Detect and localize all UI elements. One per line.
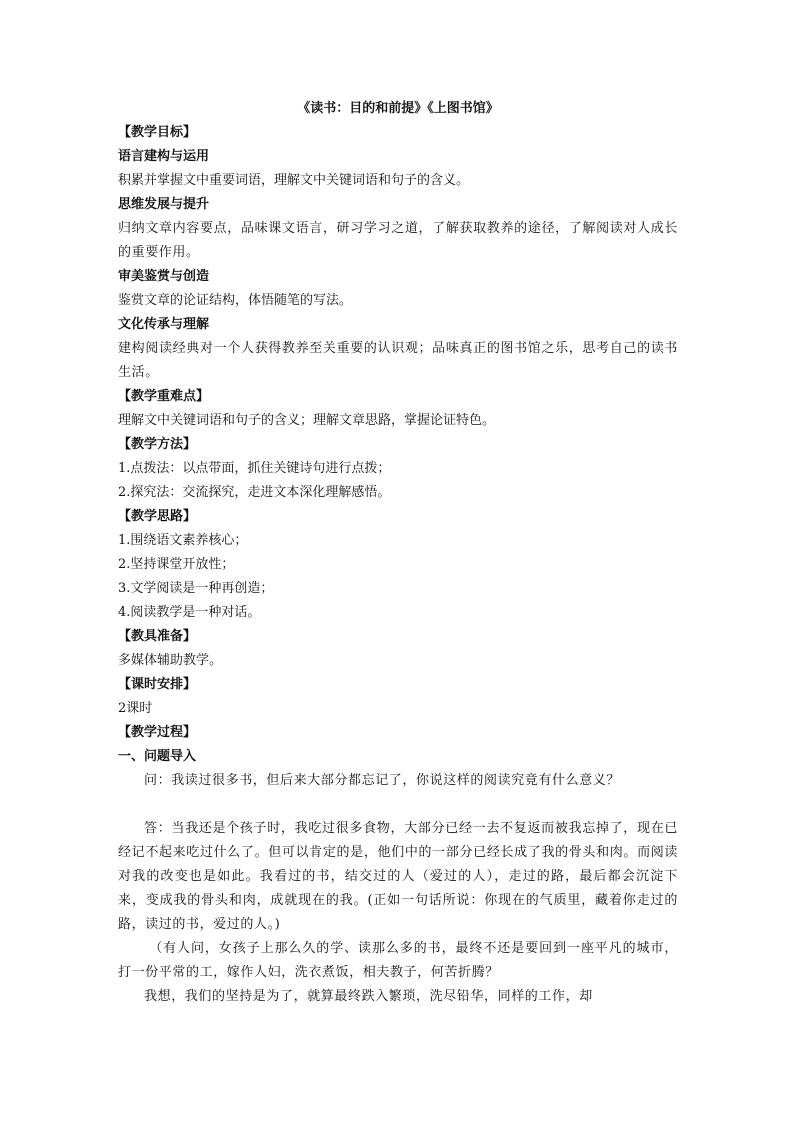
document-title: 《读书：目的和前提》《上图书馆》 <box>297 101 499 116</box>
schedule-text: 2课时 <box>118 701 153 716</box>
tools-text: 多媒体辅助教学。 <box>118 653 223 668</box>
tools-heading: 【教具准备】 <box>118 629 197 644</box>
key-points-text: 理解文中关键词语和句子的含义；理解文章思路，掌握论证特色。 <box>118 413 496 428</box>
idea-item: 2.坚持课堂开放性； <box>118 557 235 572</box>
objective-1-subheading: 语言建构与运用 <box>118 149 210 164</box>
methods-heading: 【教学方法】 <box>118 437 197 452</box>
idea-item: 1.围绕语文素养核心； <box>118 533 248 548</box>
document-page <box>118 97 678 1009</box>
idea-item: 3.文学阅读是一种再创造； <box>118 581 274 596</box>
method-item: 1.点拨法：以点带面，抓住关键诗句进行点拨； <box>118 461 391 476</box>
process-paragraph: （有人问，女孩子上那么久的学、读那么多的书，最终不还是要回到一座平凡的城市，打一份平常的工，嫁作人妇，洗衣煮饭，相夫教子，何苦折腾？ <box>118 941 678 980</box>
key-points-heading: 【教学重难点】 <box>118 389 210 404</box>
objective-4-text: 建构阅读经典对一个人获得教养至关重要的认识观；品味真正的图书馆之乐，思考自己的读书生活。 <box>118 341 678 380</box>
process-heading: 【教学过程】 <box>118 725 197 740</box>
objective-3-subheading: 审美鉴赏与创造 <box>118 269 210 284</box>
section-1-heading: 一、问题导入 <box>118 749 197 764</box>
process-paragraph: 问：我读过很多书，但后来大部分都忘记了，你说这样的阅读究竟有什么意义？ <box>144 773 621 788</box>
objective-1-text: 积累并掌握文中重要词语，理解文中关键词语和句子的含义。 <box>118 173 470 188</box>
process-paragraph: 我想，我们的坚持是为了，就算最终跌入繁琐，洗尽铅华，同样的工作，却 <box>144 989 593 1004</box>
objective-2-subheading: 思维发展与提升 <box>118 197 210 212</box>
objective-4-subheading: 文化传承与理解 <box>118 317 210 332</box>
method-item: 2.探究法：交流探究，走进文本深化理解感悟。 <box>118 485 391 500</box>
idea-item: 4.阅读教学是一种对话。 <box>118 605 261 620</box>
objective-2-text: 归纳文章内容要点，品味课文语言，研习学习之道，了解获取教养的途径，了解阅读对人成长的重要作用。 <box>118 221 678 260</box>
objective-3-text: 鉴赏文章的论证结构，体悟随笔的写法。 <box>118 293 353 308</box>
objectives-heading: 【教学目标】 <box>118 125 197 140</box>
ideas-heading: 【教学思路】 <box>118 509 197 524</box>
schedule-heading: 【课时安排】 <box>118 677 197 692</box>
process-paragraph: 答：当我还是个孩子时，我吃过很多食物，大部分已经一去不复返而被我忘掉了，现在已经记不起来吃过什么了。但可以肯定的是，他们中的一部分已经长成了我的骨头和肉。而阅读对我的改变也是如此。我看过的书，结交过的人（爱过的人），走过的路，最后都会沉淀下来，变成我的骨头和肉，成就现在的我。(正如一句话所说：你现在的气质里，藏着你走过的路，读过的书，爱过的人。) <box>118 821 678 932</box>
